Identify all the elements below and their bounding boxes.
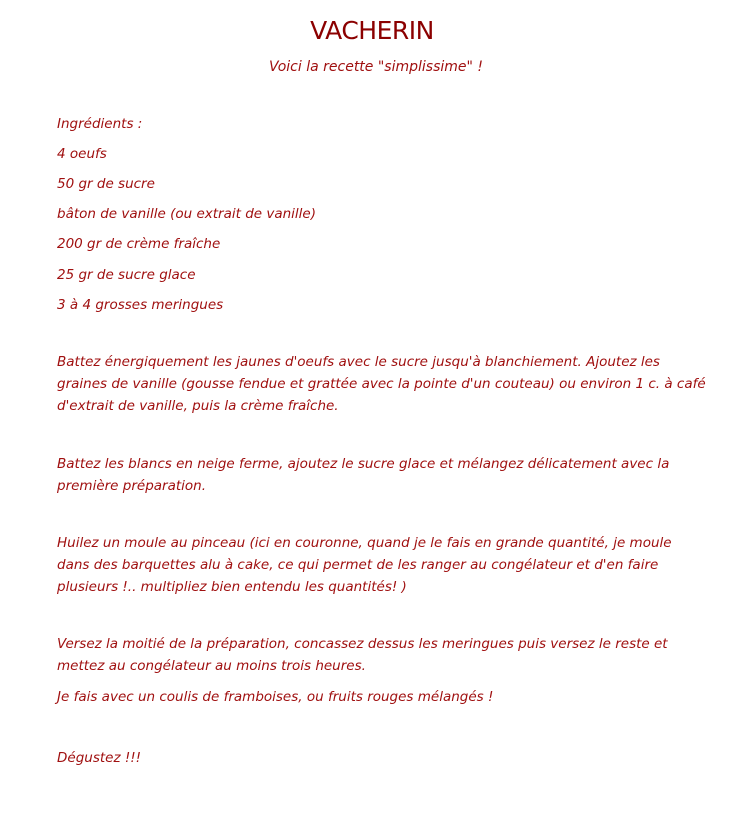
step-paragraph: Battez les blancs en neige ferme, ajoutez le sucre glace et mélangez délicatement avec la première préparation. — [57, 456, 670, 494]
ingredient-item: bâton de vanille (ou extrait de vanille) — [57, 206, 317, 222]
ingredient-item: 25 gr de sucre glace — [57, 267, 196, 283]
recipe-subtitle: Voici la recette "simplissime" ! — [268, 59, 484, 75]
recipe-title: VACHERIN — [310, 16, 434, 45]
step-paragraph: Huilez un moule au pinceau (ici en couronne, quand je le fais en grande quantité, je moule dans des barquettes alu à cake, ce qui permet de les ranger au congélateur et d'en faire plusieurs !.. multipliez bien entendu les quantités! ) — [57, 535, 672, 595]
step-paragraph: Je fais avec un coulis de framboises, ou fruits rouges mélangés ! — [57, 689, 494, 705]
ingredients-heading: Ingrédients : — [57, 116, 143, 132]
ingredient-item: 200 gr de crème fraîche — [57, 236, 221, 252]
closing-line: Dégustez !!! — [57, 750, 142, 766]
step-paragraph: Battez énergiquement les jaunes d'oeufs avec le sucre jusqu'à blanchiement. Ajoutez les graines de vanille (gousse fendue et grattée avec la pointe d'un couteau) ou environ 1 c. à café d'extrait de vanille, puis la crème fraîche. — [57, 354, 706, 414]
ingredient-item: 50 gr de sucre — [57, 176, 155, 192]
ingredient-item: 3 à 4 grosses meringues — [57, 297, 224, 313]
step-paragraph: Versez la moitié de la préparation, concassez dessus les meringues puis versez le reste et mettez au congélateur au moins trois heures. — [57, 636, 668, 674]
ingredient-item: 4 oeufs — [57, 146, 107, 162]
